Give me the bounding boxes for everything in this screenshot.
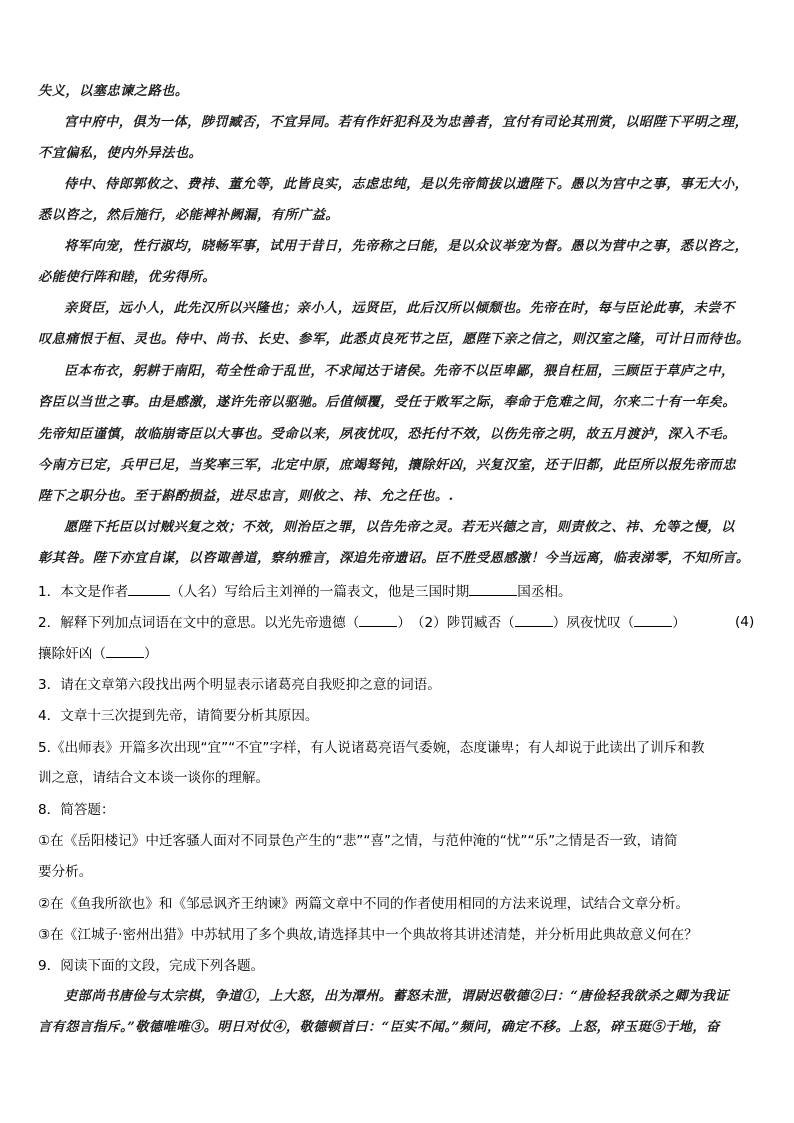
question-4: 4．文章十三次提到先帝，请简要分析其原因。 — [38, 708, 319, 724]
q2-item-number: (4) — [735, 614, 755, 630]
passage-line: 彰其咎。陛下亦宜自谋，以咨诹善道，察纳雅言，深追先帝遗诏。臣不胜受恩感激！今当远离，临表涕零，不知所言。 — [38, 551, 750, 566]
passage-line: 先帝知臣谨慎，故临崩寄臣以大事也。受命以来，夙夜忧叹，恐托付不效，以伤先帝之明，故五月渡泸，深入不毛。 — [38, 427, 737, 442]
q1-text-c: 国丞相。 — [517, 584, 572, 600]
passage-line: 臣本布衣，躬耕于南阳，苟全性命于乱世，不求闻达于诸侯。先帝不以臣卑鄙，猥自枉屈，三顾臣于草庐之中， — [64, 364, 735, 379]
question-5-cont: 训之意，请结合文本谈一谈你的理解。 — [38, 770, 270, 786]
answer-blank[interactable] — [106, 643, 144, 658]
answer-blank[interactable] — [634, 612, 672, 627]
answer-blank[interactable] — [469, 581, 517, 596]
passage-line: 侍中、侍郎郭攸之、费祎、董允等，此皆良实，志虑忠纯，是以先帝简拔以遗陛下。愚以为宫中之事，事无大小， — [64, 177, 749, 192]
q2-text-d: ） — [672, 615, 686, 631]
reading-passage-line: 吏部尚书唐俭与太宗棋，争道①，上大怒，出为潭州。蓄怒未泄，谓尉迟敬德②曰：“唐俭轻我欲杀之卿为我证 — [64, 989, 730, 1004]
passage-line: 必能使行阵和睦，优劣得所。 — [38, 270, 216, 285]
answer-blank[interactable] — [359, 612, 397, 627]
passage-line: 失义，以塞忠谏之路也。 — [38, 84, 189, 99]
passage-line: 今南方已定，兵甲已足，当奖率三军，北定中原，庶竭驽钝，攘除奸凶，兴复汉室，还于旧都，此臣所以报先帝而忠 — [38, 458, 737, 473]
q2-text-c: ）夙夜忧叹（ — [552, 615, 635, 631]
passage-line: 将军向宠，性行淑均，晓畅军事，试用于昔日，先帝称之曰能，是以众议举宠为督。愚以为营中之事，悉以咨之， — [64, 239, 749, 254]
passage-line: 悉以咨之，然后施行，必能裨补阙漏，有所广益。 — [38, 208, 340, 223]
q2-text-b: ） （2）陟罚臧否（ — [397, 615, 515, 631]
question-8-heading: 8．简答题： — [38, 802, 115, 818]
answer-blank[interactable] — [515, 612, 553, 627]
passage-line: 亲贤臣，远小人，此先汉所以兴隆也；亲小人，远贤臣，此后汉所以倾颓也。先帝在时，每与臣论此事，未尝不 — [64, 301, 735, 316]
reading-passage-line: 言有怨言指斥。”敬德唯唯③。明日对仗④，敬德顿首曰：“臣实不闻。”频问，确定不移。上怒，碎玉珽⑤于地，奋 — [38, 1020, 720, 1035]
question-2-cont — [38, 643, 756, 664]
q2-text-a: 2．解释下列加点词语在文中的意思。以光先帝遗德（ — [38, 615, 360, 631]
passage-line: 叹息痛恨于桓、灵也。侍中、尚书、长史、参军，此悉贞良死节之臣，愿陛下亲之信之，则汉室之隆，可计日而待也。 — [38, 332, 750, 347]
passage-line: 咨臣以当世之事。由是感激，遂许先帝以驱驰。后值倾覆，受任于败军之际，奉命于危难之间，尔来二十有一年矣。 — [38, 395, 737, 410]
question-2 — [38, 612, 756, 633]
question-8-item: ②在《鱼我所欲也》和《邹忌讽齐王纳谏》两篇文章中不同的作者使用相同的方法来说理，试结合文章分析。 — [38, 896, 690, 912]
q1-text-a: 1．本文是作者 — [38, 584, 129, 600]
question-5: 5.《出师表》开篇多次出现“宜”“不宜”字样，有人说诸葛亮语气委婉，态度谦卑；有人却说于此读出了训斥和教 — [38, 740, 705, 756]
passage-line: 愿陛下托臣以讨贼兴复之效；不效，则治臣之罪，以告先帝之灵。若无兴德之言，则责攸之、祎、允等之慢，以 — [64, 520, 735, 535]
question-8-item: ③在《江城子·密州出猎》中苏轼用了多个典故,请选择其中一个典故将其讲述清楚，并分析用此典故意义何在？ — [38, 927, 698, 943]
answer-blank[interactable] — [128, 581, 170, 596]
question-8-item: 要分析。 — [38, 864, 93, 880]
passage-line: 宫中府中，俱为一体，陟罚臧否，不宜异同。若有作奸犯科及为忠善者，宜付有司论其刑赏，以昭陛下平明之理， — [64, 115, 749, 130]
question-3: 3．请在文章第六段找出两个明显表示诸葛亮自我贬抑之意的词语。 — [38, 677, 441, 693]
q2-text-g: ） — [143, 646, 158, 662]
question-1 — [38, 581, 756, 602]
q2-text-f: 攘除奸凶（ — [38, 646, 106, 662]
q1-text-b: （人名）写给后主刘禅的一篇表文，他是三国时期 — [170, 584, 470, 600]
passage-line: 不宜偏私，使内外异法也。 — [38, 146, 203, 161]
passage-line: 陛下之职分也。至于斟酌损益，进尽忠言，则攸之、祎、允之任也。. — [38, 489, 454, 504]
question-8-item: ①在《岳阳楼记》中迁客骚人面对不同景色产生的“悲”“喜”之情，与范仲淹的“忧”“乐”之情是否一致，请简 — [38, 833, 678, 849]
question-9-heading: 9．阅读下面的文段，完成下列各题。 — [38, 958, 265, 974]
